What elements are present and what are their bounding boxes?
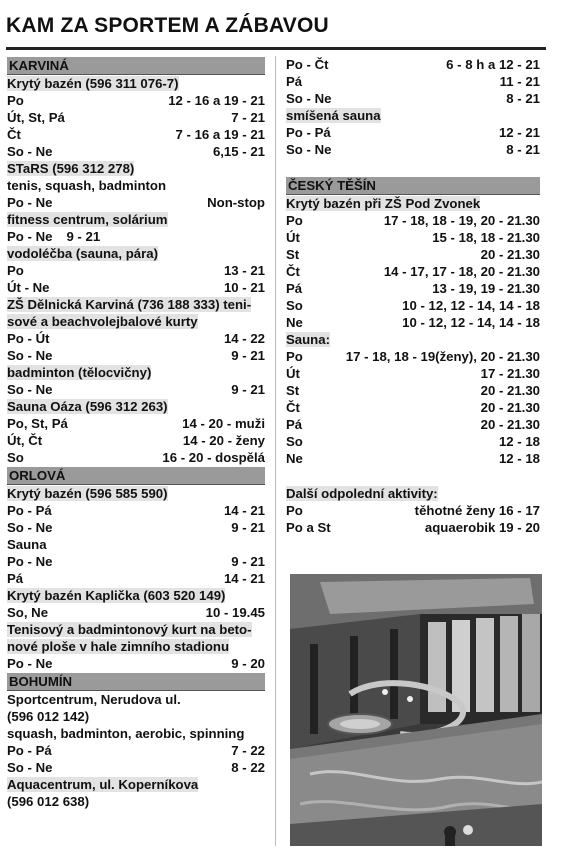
schedule-day: Po - Čt bbox=[286, 57, 329, 72]
schedule-time: 8 - 21 bbox=[506, 142, 540, 157]
schedule-day: St bbox=[286, 247, 300, 262]
schedule-day: Ne bbox=[286, 451, 303, 466]
schedule-row bbox=[7, 449, 265, 466]
activity-text: tenis, squash, badminton bbox=[7, 178, 166, 193]
schedule-day: Pá bbox=[286, 417, 303, 432]
schedule-row bbox=[286, 56, 540, 73]
activity-name: vodoléčba (sauna, pára) bbox=[7, 246, 158, 261]
schedule-time: 14 - 22 bbox=[223, 331, 265, 346]
schedule-row bbox=[286, 365, 540, 382]
left-column bbox=[7, 56, 265, 810]
venue-name: Sauna Oáza (596 312 263) bbox=[7, 399, 168, 414]
schedule-time: 9 - 20 bbox=[231, 656, 265, 671]
schedule-row bbox=[286, 450, 540, 467]
schedule-time: 17 - 18, 18 - 19(ženy), 20 - 21.30 bbox=[345, 349, 540, 364]
venue-phone: (596 012 142) bbox=[7, 709, 90, 724]
venue-name: Krytý bazén (596 311 076-7) bbox=[7, 76, 179, 91]
schedule-day: Pá bbox=[286, 281, 303, 296]
schedule-day: Po - Út bbox=[7, 331, 50, 346]
schedule-row bbox=[7, 228, 265, 245]
schedule-day: Po - Ne bbox=[7, 656, 53, 671]
aquapark-photo-art bbox=[290, 574, 542, 846]
activity-name: Další odpolední aktivity: bbox=[286, 486, 438, 501]
schedule-row bbox=[286, 433, 540, 450]
schedule-row bbox=[286, 297, 540, 314]
schedule-day: Čt bbox=[7, 127, 21, 142]
title-rule bbox=[6, 47, 546, 50]
schedule-row bbox=[286, 399, 540, 416]
schedule-row bbox=[286, 263, 540, 280]
venue-name: Sportcentrum, Nerudova ul. bbox=[7, 692, 181, 707]
schedule-row bbox=[286, 212, 540, 229]
schedule-day: So, Ne bbox=[7, 605, 49, 620]
schedule-day: Po - Pá bbox=[7, 503, 52, 518]
schedule-row bbox=[7, 347, 265, 364]
schedule-time: 12 - 21 bbox=[498, 125, 540, 140]
schedule-day: So - Ne bbox=[7, 144, 53, 159]
schedule-time: 14 - 21 bbox=[223, 503, 265, 518]
schedule-day: Pá bbox=[7, 571, 24, 586]
schedule-time: 7 - 16 a 19 - 21 bbox=[175, 127, 265, 142]
schedule-time: 20 - 21.30 bbox=[480, 247, 540, 262]
schedule-row bbox=[7, 604, 265, 621]
schedule-time: 20 - 21.30 bbox=[480, 417, 540, 432]
venue-name: sové a beachvolejbalové kurty bbox=[7, 314, 198, 329]
schedule-time: 10 - 21 bbox=[223, 280, 265, 295]
schedule-row bbox=[7, 742, 265, 759]
schedule-row bbox=[7, 279, 265, 296]
schedule-time: 10 - 12, 12 - 14, 14 - 18 bbox=[402, 315, 540, 330]
venue-name: STaRS (596 312 278) bbox=[7, 161, 135, 176]
section-heading-cesky-tesin: ČESKÝ TĚŠÍN bbox=[286, 177, 540, 195]
schedule-day: Po - Pá bbox=[7, 743, 52, 758]
schedule-day: Út, St, Pá bbox=[7, 110, 65, 125]
venue-name: ZŠ Dělnická Karviná (736 188 333) teni- bbox=[7, 297, 252, 312]
schedule-day: So bbox=[286, 434, 303, 449]
schedule-time: 10 - 19.45 bbox=[205, 605, 265, 620]
schedule-row bbox=[286, 229, 540, 246]
schedule-row bbox=[286, 519, 540, 536]
aquapark-photo bbox=[290, 574, 542, 846]
schedule-time: 9 - 21 bbox=[231, 382, 265, 397]
schedule-time: 11 - 21 bbox=[499, 74, 540, 89]
schedule-row bbox=[286, 90, 540, 107]
schedule-row bbox=[7, 519, 265, 536]
schedule-day: Po a St bbox=[286, 520, 331, 535]
schedule-row bbox=[7, 415, 265, 432]
schedule-time: 6,15 - 21 bbox=[212, 144, 265, 159]
schedule-row bbox=[7, 553, 265, 570]
schedule-row bbox=[286, 246, 540, 263]
venue-name: Krytý bazén (596 585 590) bbox=[7, 486, 168, 501]
schedule-row bbox=[7, 143, 265, 160]
schedule-day: Út - Ne bbox=[7, 280, 50, 295]
schedule-day: So - Ne bbox=[7, 348, 53, 363]
schedule-row bbox=[7, 502, 265, 519]
schedule-day: Po - Ne bbox=[7, 195, 53, 210]
schedule-time: 12 - 16 a 19 - 21 bbox=[168, 93, 265, 108]
schedule-day: Pá bbox=[286, 74, 303, 89]
schedule-time: 7 - 21 bbox=[231, 110, 265, 125]
schedule-day: Po bbox=[7, 263, 24, 278]
schedule-day: Po bbox=[286, 349, 303, 364]
schedule-row bbox=[286, 348, 540, 365]
schedule-day: Po - Pá bbox=[286, 125, 331, 140]
section-heading-bohumin: BOHUMÍN bbox=[7, 673, 265, 691]
schedule-day: Čt bbox=[286, 400, 300, 415]
page-title: KAM ZA SPORTEM A ZÁBAVOU bbox=[6, 14, 329, 37]
schedule-day: Čt bbox=[286, 264, 300, 279]
schedule-day: Po - Ne bbox=[7, 554, 53, 569]
schedule-row bbox=[7, 194, 265, 211]
schedule-time: 9 - 21 bbox=[231, 520, 265, 535]
venue-name: Aquacentrum, ul. Koperníkova bbox=[7, 777, 199, 792]
schedule-day: Po bbox=[286, 503, 303, 518]
schedule-row bbox=[7, 381, 265, 398]
schedule-day: So bbox=[286, 298, 303, 313]
schedule-row bbox=[286, 382, 540, 399]
column-divider bbox=[275, 56, 276, 846]
activity-text: squash, badminton, aerobic, spinning bbox=[7, 726, 245, 741]
activity-name: smíšená sauna bbox=[286, 108, 381, 123]
activity-text: Sauna bbox=[7, 537, 47, 552]
schedule-day: St bbox=[286, 383, 300, 398]
schedule-day: Po, St, Pá bbox=[7, 416, 68, 431]
schedule-row bbox=[7, 109, 265, 126]
schedule-time: aquaerobik 19 - 20 bbox=[424, 520, 540, 535]
section-heading-karvina: KARVINÁ bbox=[7, 57, 265, 75]
schedule-time: 7 - 22 bbox=[231, 743, 265, 758]
schedule-time: 13 - 21 bbox=[223, 263, 265, 278]
activity-name: badminton (tělocvičny) bbox=[7, 365, 152, 380]
schedule-time: 8 - 21 bbox=[506, 91, 540, 106]
schedule-row bbox=[7, 262, 265, 279]
activity-name: fitness centrum, solárium bbox=[7, 212, 168, 227]
schedule-row bbox=[7, 92, 265, 109]
schedule-time: těhotné ženy 16 - 17 bbox=[414, 503, 540, 518]
schedule-day: So - Ne bbox=[7, 520, 53, 535]
venue-phone: (596 012 638) bbox=[7, 794, 90, 809]
schedule-day: So - Ne bbox=[7, 760, 53, 775]
schedule-day: Po bbox=[7, 93, 24, 108]
schedule-time: 16 - 20 - dospělá bbox=[162, 450, 265, 465]
schedule-row bbox=[7, 126, 265, 143]
schedule-row bbox=[286, 416, 540, 433]
schedule-row bbox=[286, 280, 540, 297]
section-heading-orlova: ORLOVÁ bbox=[7, 467, 265, 485]
schedule-time: 20 - 21.30 bbox=[480, 400, 540, 415]
schedule-day: Ne bbox=[286, 315, 303, 330]
schedule-day: So bbox=[7, 450, 24, 465]
schedule-time: Non-stop bbox=[207, 195, 265, 210]
schedule-time: 6 - 8 h a 12 - 21 bbox=[446, 57, 540, 72]
schedule-row bbox=[286, 141, 540, 158]
schedule-time: 15 - 18, 18 - 21.30 bbox=[432, 230, 540, 245]
schedule-time: 9 - 21 bbox=[231, 554, 265, 569]
schedule-time: 10 - 12, 12 - 14, 14 - 18 bbox=[402, 298, 540, 313]
schedule-day: Po - Ne bbox=[7, 229, 53, 244]
schedule-row bbox=[286, 502, 540, 519]
schedule-time: 20 - 21.30 bbox=[480, 383, 540, 398]
schedule-time: 8 - 22 bbox=[231, 760, 265, 775]
schedule-time: 9 - 21 bbox=[231, 348, 265, 363]
schedule-time: 13 - 19, 19 - 21.30 bbox=[432, 281, 540, 296]
schedule-day: Út, Čt bbox=[7, 433, 43, 448]
schedule-row bbox=[286, 73, 540, 90]
schedule-time: 12 - 18 bbox=[498, 451, 540, 466]
schedule-row bbox=[286, 124, 540, 141]
schedule-time: 14 - 20 - ženy bbox=[182, 433, 265, 448]
schedule-day: So - Ne bbox=[286, 142, 332, 157]
schedule-row bbox=[286, 314, 540, 331]
schedule-day: So - Ne bbox=[286, 91, 332, 106]
schedule-time: 12 - 18 bbox=[498, 434, 540, 449]
schedule-row bbox=[7, 330, 265, 347]
schedule-time: 17 - 18, 18 - 19, 20 - 21.30 bbox=[383, 213, 540, 228]
venue-name: Krytý bazén Kaplička (603 520 149) bbox=[7, 588, 226, 603]
venue-name: Tenisový a badmintonový kurt na beto- bbox=[7, 622, 252, 637]
schedule-time: 17 - 21.30 bbox=[480, 366, 540, 381]
schedule-day: Út bbox=[286, 230, 300, 245]
right-column bbox=[286, 56, 540, 536]
schedule-row bbox=[7, 655, 265, 672]
schedule-time: 14 - 21 bbox=[223, 571, 265, 586]
schedule-day: Út bbox=[286, 366, 300, 381]
schedule-time: 14 - 20 - muži bbox=[182, 416, 265, 431]
schedule-time: 14 - 17, 17 - 18, 20 - 21.30 bbox=[383, 264, 540, 279]
schedule-row bbox=[7, 570, 265, 587]
schedule-day: Po bbox=[286, 213, 303, 228]
schedule-row bbox=[7, 759, 265, 776]
activity-name: Sauna: bbox=[286, 332, 330, 347]
schedule-time: 9 - 21 bbox=[66, 229, 101, 244]
schedule-row bbox=[7, 432, 265, 449]
schedule-day: So - Ne bbox=[7, 382, 53, 397]
venue-name: Krytý bazén při ZŠ Pod Zvonek bbox=[286, 196, 481, 211]
venue-name: nové ploše v hale zimního stadionu bbox=[7, 639, 230, 654]
